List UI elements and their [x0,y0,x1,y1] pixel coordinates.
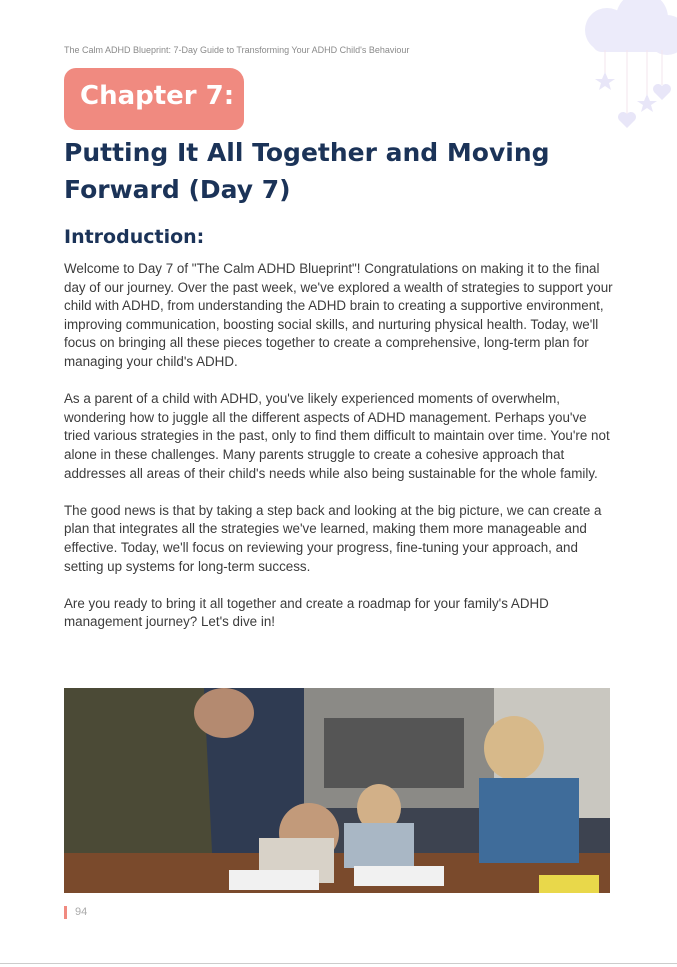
paragraph: Welcome to Day 7 of "The Calm ADHD Blueprint"! Congratulations on making it to the final day of our journey. Over the past week, we've explored a wealth of strategies to support your child with ADHD, from understanding the ADHD brain to creating a supportive environment, improving communication, boosting social skills, and nurturing physical health. Today, we'll focus on bringing all these pieces together to create a comprehensive, long-term plan for managing your child's ADHD. [64,261,613,369]
body-text [64,260,614,650]
page-divider [0,963,677,964]
section-heading: Introduction: [64,226,205,248]
chapter-label: Chapter 7: [80,81,235,111]
running-header: The Calm ADHD Blueprint: 7-Day Guide to Transforming Your ADHD Child's Behaviour [64,45,410,55]
paragraph: The good news is that by taking a step back and looking at the big picture, we can create a plan that integrates all the strategies we've learned, making them more manageable and effective. Today, we'll focus on reviewing your progress, fine-tuning your approach, and setting up systems for long-term success. [64,502,602,574]
cloud-stars-decoration [567,0,677,135]
page-number: 94 [64,906,87,919]
paragraph: Are you ready to bring it all together and create a roadmap for your family's ADHD management journey? Let's dive in! [64,595,549,630]
chapter-badge [64,68,244,130]
family-photo [64,688,610,893]
chapter-title: Putting It All Together and Moving Forward (Day 7) [64,138,550,204]
paragraph: As a parent of a child with ADHD, you've likely experienced moments of overwhelm, wondering how to juggle all the different aspects of ADHD management. Perhaps you've tried various strategies in the past, only to find them difficult to maintain over time. You're not alone in these challenges. Many parents struggle to create a cohesive approach that addresses all areas of their child's needs while also being sustainable for the whole family. [64,391,610,481]
